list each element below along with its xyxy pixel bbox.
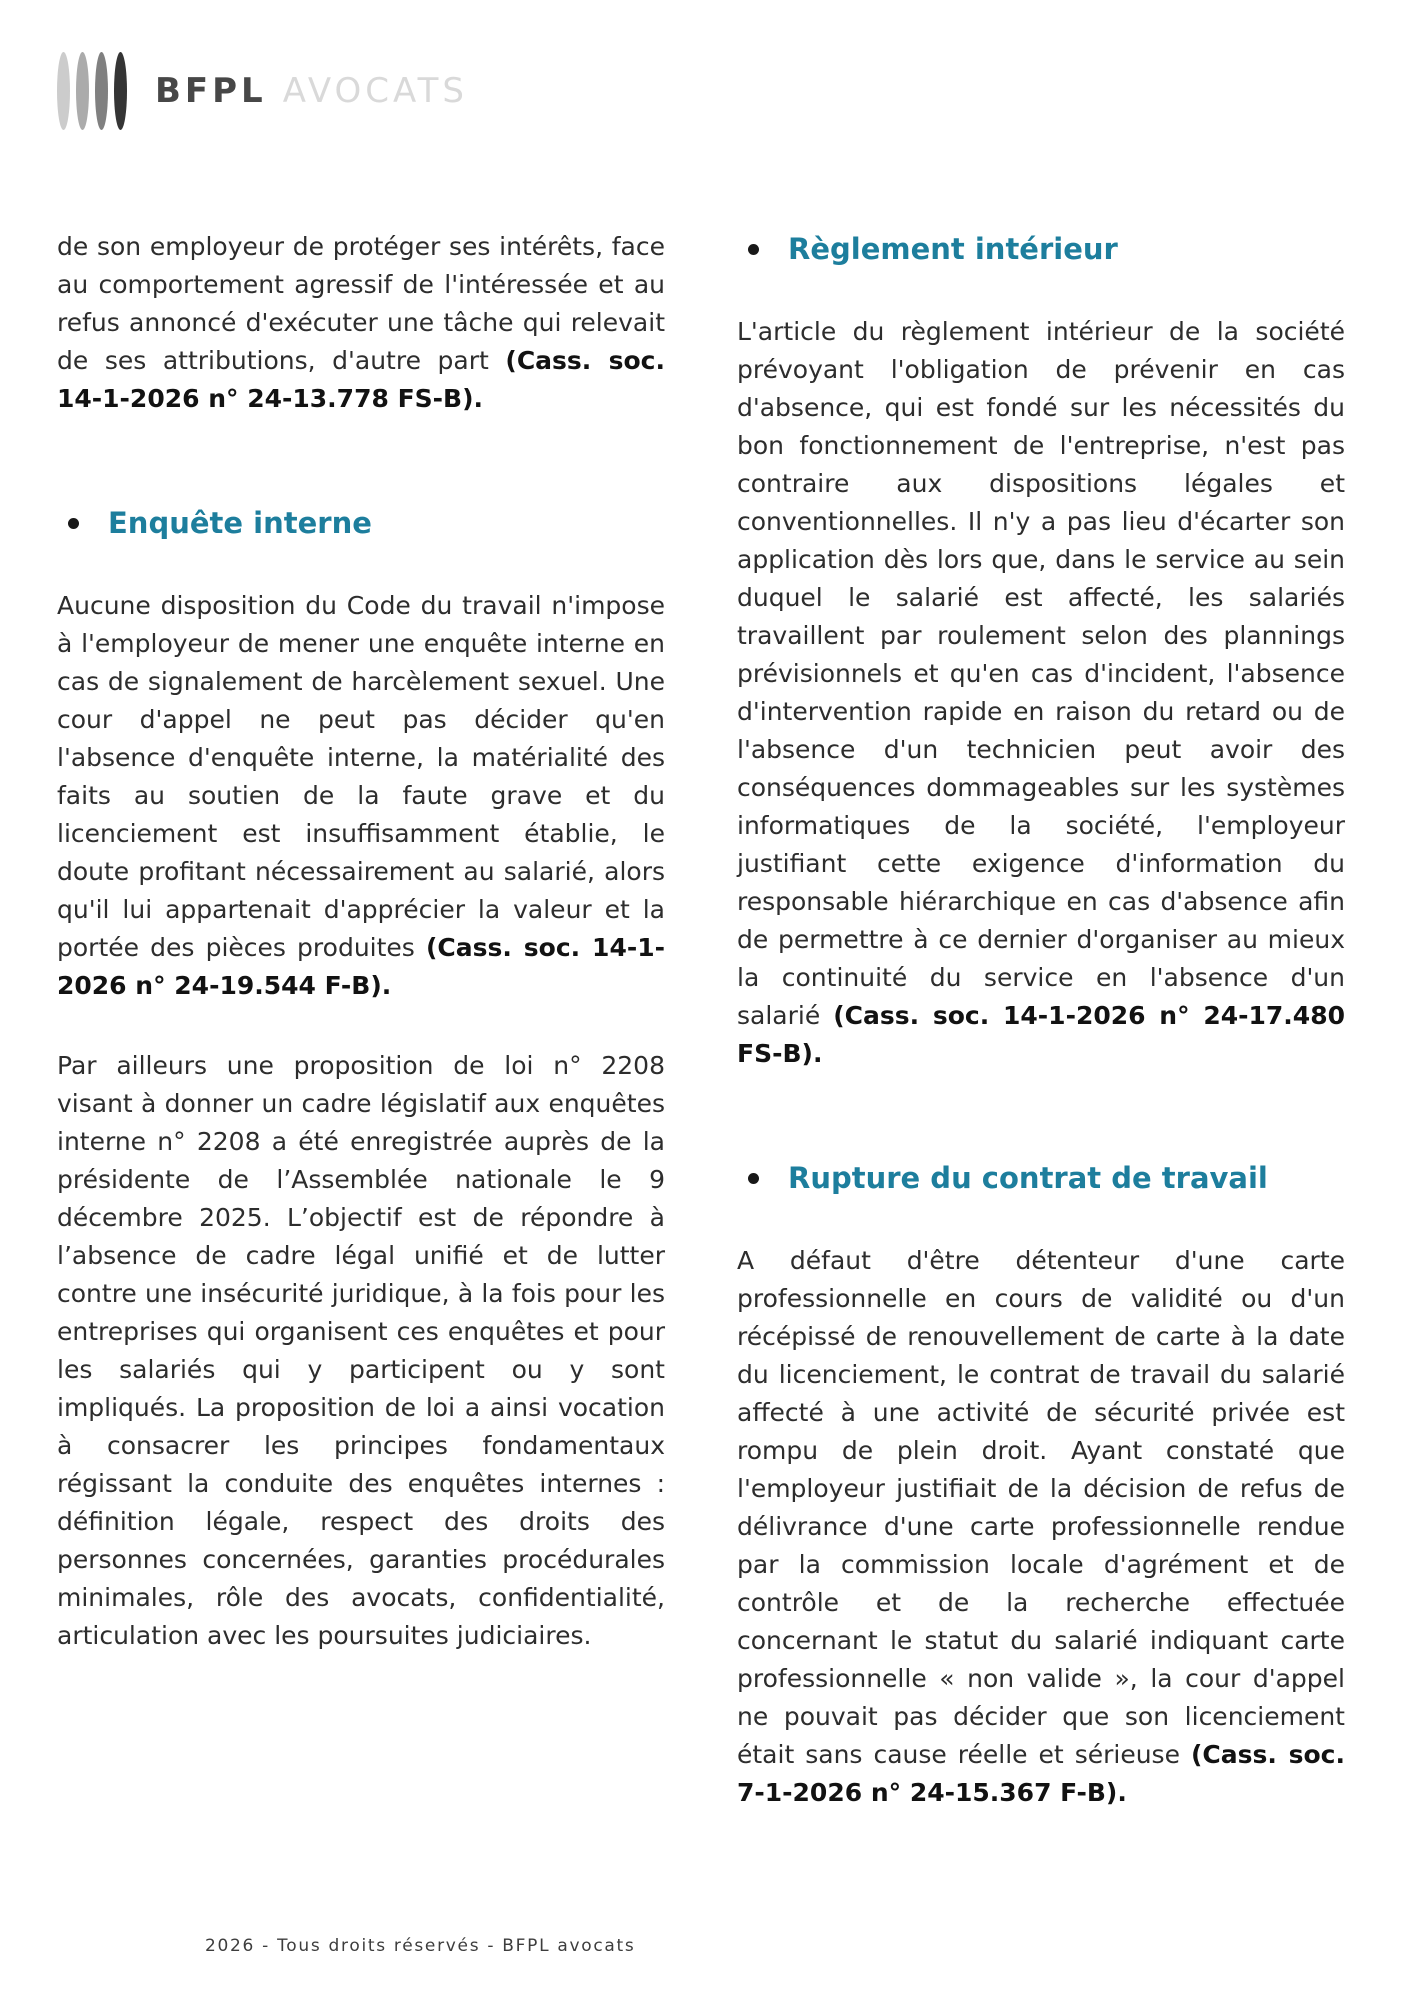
logo-wordmark-primary: BFPL (155, 71, 267, 111)
paragraph (57, 587, 665, 1005)
logo-bar-icon (76, 52, 89, 130)
section-heading (57, 506, 665, 541)
logo (57, 50, 468, 132)
paragraph-text: Par ailleurs une proposition de loi n° 2208 visant à donner un cadre législatif aux enquêtes interne n° 2208 a été enregistrée auprès de la présidente de l’Assemblée nationale le 9 décembre 2025. L’objectif est de répondre à l’absence de cadre légal unifié et de lutter contre une insécurité juridique, à la fois pour les entreprises qui organisent ces enquêtes et pour les salariés qui y participent ou y sont impliqués. La proposition de loi a ainsi vocation à consacrer les principes fondamentaux régissant la conduite des enquêtes internes : définition légale, respect des droits des personnes concernées, garanties procédurales minimales, rôle des avocats, confidentialité, articulation avec les poursuites judiciaires. (57, 1050, 665, 1650)
logo-bar-icon (114, 52, 127, 130)
logo-wordmark (155, 71, 468, 111)
paragraph (737, 313, 1345, 1073)
case-citation: (Cass. soc. 14-1-2026 n° 24-19.544 F-B). (57, 932, 665, 1000)
logo-bar-icon (57, 52, 70, 130)
paragraph (57, 1047, 665, 1655)
paragraph-text: de son employeur de protéger ses intérêts, face au comportement agressif de l'intéressée et au refus annoncé d'exécuter une tâche qui relevait de ses attributions, d'autre part (57, 232, 665, 375)
paragraph (737, 1242, 1345, 1812)
bullet-icon (748, 244, 759, 255)
case-citation: (Cass. soc. 7-1-2026 n° 24-15.367 F-B). (737, 1739, 1345, 1807)
logo-bars-icon (57, 50, 127, 132)
two-column-body (57, 228, 1347, 1812)
paragraph-text: A défaut d'être détenteur d'une carte professionnelle en cours de validité ou d'un récépissé de renouvellement de carte à la date du licenciement, le contrat de travail du salarié affecté à une activité de sécurité privée est rompu de plein droit. Ayant constaté que l'employeur justifiait de la décision de refus de délivrance d'une carte professionnelle rendue par la commission locale d'agrément et de contrôle et de la recherche effectuée concernant le statut du salarié indiquant carte professionnelle « non valide », la cour d'appel ne pouvait pas décider que son licenciement était sans cause réelle et sérieuse (737, 1245, 1345, 1769)
logo-wordmark-secondary: AVOCATS (282, 71, 468, 111)
paragraph (57, 228, 665, 418)
paragraph-text: Aucune disposition du Code du travail n'impose à l'employeur de mener une enquête interne en cas de signalement de harcèlement sexuel. Une cour d'appel ne peut pas décider qu'en l'absence d'enquête interne, la matérialité des faits au soutien de la faute grave et du licenciement est insuffisamment établie, le doute profitant nécessairement au salarié, alors qu'il lui appartenait d'apprécier la valeur et la portée des pièces produites (57, 590, 665, 962)
left-column (57, 228, 665, 1812)
case-citation: (Cass. soc. 14-1-2026 n° 24-13.778 FS-B). (57, 346, 665, 413)
bullet-icon (748, 1173, 759, 1184)
case-citation: (Cass. soc. 14-1-2026 n° 24-17.480 FS-B). (737, 1000, 1345, 1068)
section-heading (737, 232, 1345, 267)
copyright-text: 2026 - Tous droits réservés - BFPL avocats (205, 1936, 636, 1956)
section-title: Rupture du contrat de travail (788, 1160, 1268, 1195)
section-heading (737, 1161, 1345, 1196)
paragraph-text: L'article du règlement intérieur de la société prévoyant l'obligation de prévenir en cas d'absence, qui est fondé sur les nécessités du bon fonctionnement de l'entreprise, n'est pas contraire aux dispositions légales et conventionnelles. Il n'y a pas lieu d'écarter son application dès lors que, dans le service au sein duquel le salarié est affecté, les salariés travaillent par roulement selon des plannings prévisionnels et qu'en cas d'incident, l'absence d'intervention rapide en raison du retard ou de l'absence d'un technicien peut avoir des conséquences dommageables sur les systèmes informatiques de la société, l'employeur justifiant cette exigence d'information du responsable hiérarchique en cas d'absence afin de permettre à ce dernier d'organiser au mieux la continuité du service en l'absence d'un salarié (737, 316, 1345, 1030)
bullet-icon (68, 518, 79, 529)
right-column (737, 228, 1345, 1812)
section-title: Enquête interne (108, 506, 372, 540)
footer (205, 1936, 635, 1956)
section-title: Règlement intérieur (788, 232, 1118, 266)
logo-bar-icon (95, 52, 108, 130)
